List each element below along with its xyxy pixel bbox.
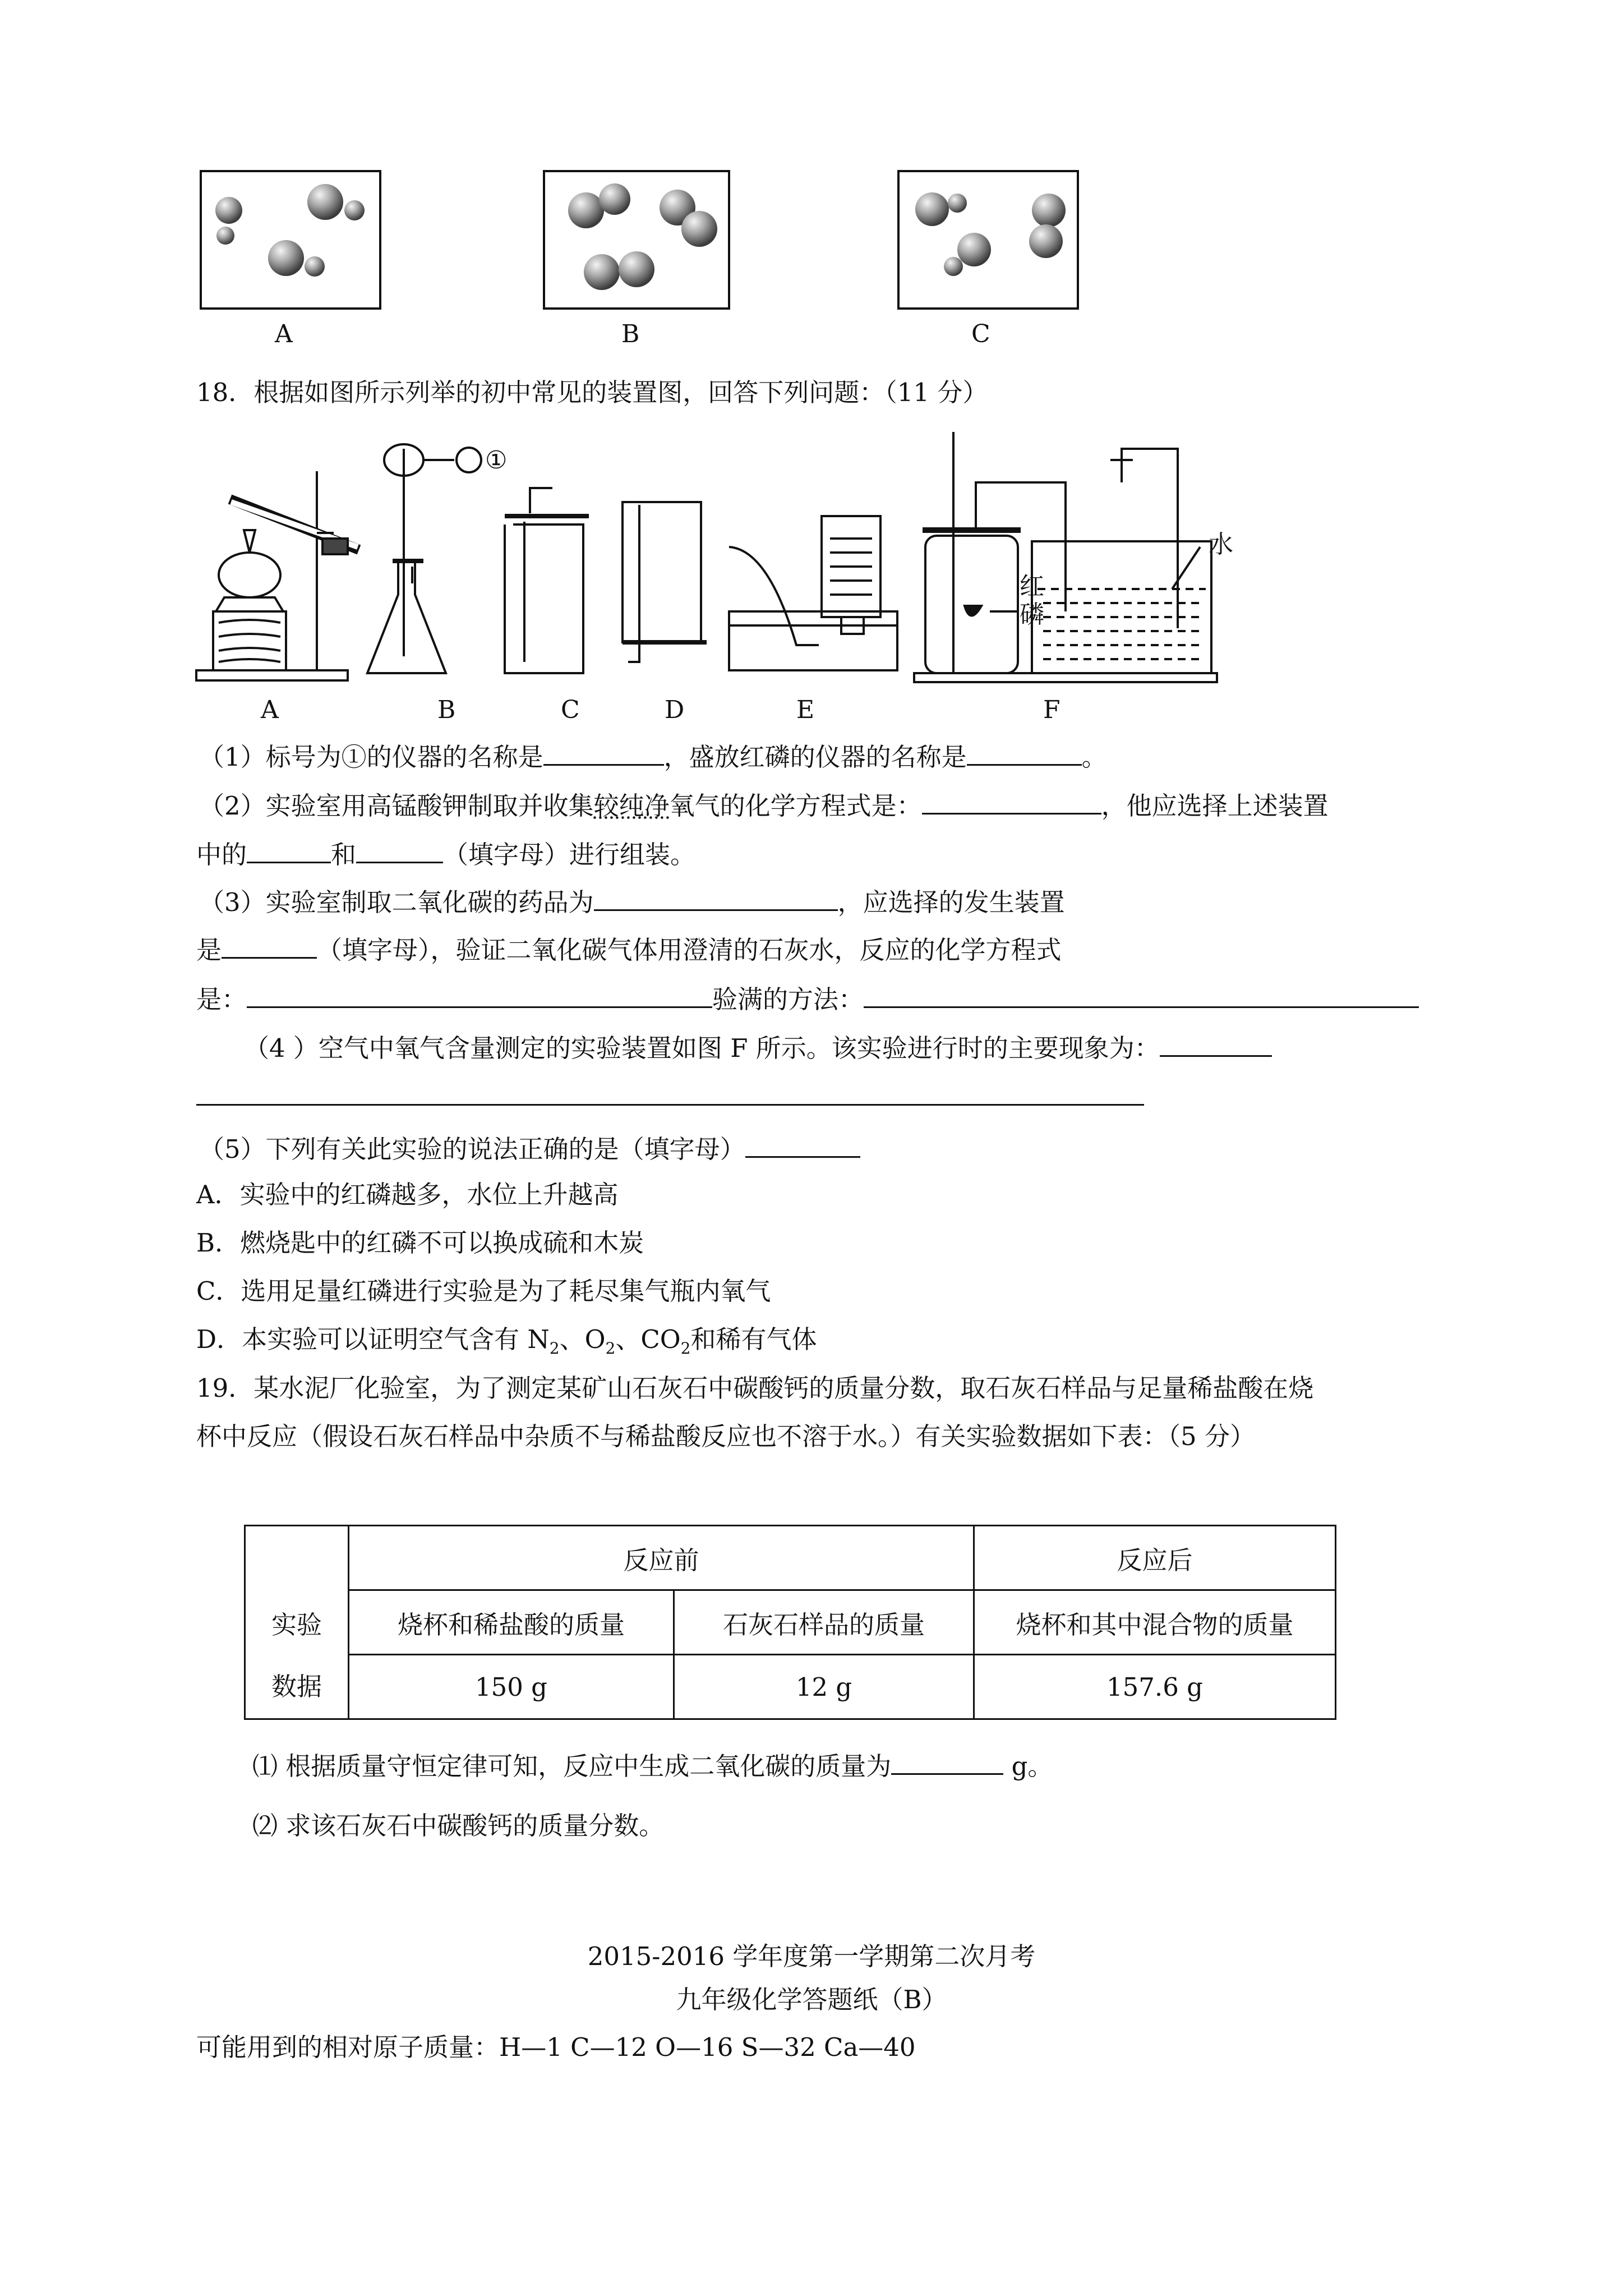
q18-part2-line1: （2）实验室用高锰酸钾制取并收集较纯净氧气的化学方程式是： ，他应选择上述装置 <box>199 787 1329 823</box>
marker-circled-1: ① <box>485 446 508 475</box>
option-c: C．选用足量红磷进行实验是为了耗尽集气瓶内氧气 <box>196 1276 771 1306</box>
molecule-figure <box>191 163 1144 353</box>
experiment-data-table <box>244 1525 1336 1720</box>
q18-title: 18．根据如图所示列举的初中常见的装置图，回答下列问题：（11 分） <box>196 378 988 407</box>
label-red-1: 红 <box>1020 572 1044 601</box>
answer-blank-13[interactable] <box>891 1747 1003 1775</box>
col-header-2: 石灰石样品的质量 <box>674 1590 974 1655</box>
answer-blank-10[interactable] <box>1160 1029 1272 1057</box>
answer-blank-8[interactable] <box>247 981 712 1008</box>
option-d: D．本实验可以证明空气含有 $N_2$、$O_2$、$CO_2$和稀有气体 <box>196 1324 817 1358</box>
apparatus-label-e: E <box>796 696 815 724</box>
apparatus-label-d: D <box>665 696 685 724</box>
label-red-2: 磷 <box>1020 600 1044 629</box>
answer-blank-4[interactable] <box>247 836 331 863</box>
answer-blank-12[interactable] <box>745 1130 860 1158</box>
answer-line-11[interactable] <box>196 1104 1144 1106</box>
atomic-masses: 可能用到的相对原子质量：H—1 C—12 O—16 S—32 Ca—40 <box>196 2032 916 2062</box>
row-header-cell <box>245 1526 349 1719</box>
figure-label-a: A <box>275 320 293 348</box>
answer-blank-2[interactable] <box>967 738 1082 766</box>
answer-blank-3[interactable] <box>922 787 1101 815</box>
row-header-1: 实验 <box>271 1610 322 1640</box>
q18-part4: （4 ）空气中氧气含量测定的实验装置如图 F 所示。该实验进行时的主要现象为： <box>244 1029 1272 1065</box>
q19-sub1: ⑴ 根据质量守恒定律可知，反应中生成二氧化碳的质量为 g。 <box>252 1747 1053 1783</box>
value-2: 12 g <box>674 1655 974 1719</box>
answer-blank-7[interactable] <box>222 931 317 959</box>
option-b: B．燃烧匙中的红磷不可以换成硫和木炭 <box>196 1228 644 1258</box>
answer-blank-1[interactable] <box>543 738 664 766</box>
group-after: 反应后 <box>974 1526 1336 1590</box>
q18-part2-line2: 中的 和 （填字母）进行组装。 <box>196 836 695 872</box>
figure-label-b: B <box>621 320 640 348</box>
footer-title: 2015-2016 学年度第一学期第二次月考 <box>587 1941 1036 1971</box>
answer-blank-9[interactable] <box>864 981 1419 1008</box>
col-header-3: 烧杯和其中混合物的质量 <box>974 1590 1336 1655</box>
q18-part1: （1）标号为①的仪器的名称是 ，盛放红磷的仪器的名称是 。 <box>199 738 1107 774</box>
answer-blank-5[interactable] <box>356 836 443 863</box>
q18-part3-line2: 是 （填字母），验证二氧化碳气体用澄清的石灰水，反应的化学方程式 <box>196 931 1062 967</box>
apparatus-label-c: C <box>561 696 580 724</box>
col-header-1: 烧杯和稀盐酸的质量 <box>349 1590 674 1655</box>
label-water: 水 <box>1209 530 1233 559</box>
q19-sub2: ⑵ 求该石灰石中碳酸钙的质量分数。 <box>252 1811 665 1841</box>
q18-part5: （5）下列有关此实验的说法正确的是（填字母） <box>199 1130 860 1166</box>
footer-subtitle: 九年级化学答题纸（B） <box>676 1985 947 2014</box>
option-a: A．实验中的红磷越多，水位上升越高 <box>196 1180 619 1209</box>
group-before: 反应前 <box>349 1526 974 1590</box>
q19-line2: 杯中反应（假设石灰石样品中杂质不与稀盐酸反应也不溶于水。）有关实验数据如下表：（5 分） <box>196 1421 1255 1451</box>
figure-label-c: C <box>971 320 990 348</box>
answer-blank-6[interactable] <box>594 884 838 911</box>
apparatus-label-f: F <box>1043 696 1061 724</box>
value-3: 157.6 g <box>974 1655 1336 1719</box>
q18-part3-line1: （3）实验室制取二氧化碳的药品为 ，应选择的发生装置 <box>199 884 1065 919</box>
q19-line1: 19．某水泥厂化验室，为了测定某矿山石灰石中碳酸钙的质量分数，取石灰石样品与足量稀盐酸在烧 <box>196 1373 1314 1403</box>
value-1: 150 g <box>349 1655 674 1719</box>
q18-part3-line3: 是： 验满的方法： <box>196 981 1419 1016</box>
row-header-2: 数据 <box>271 1672 322 1701</box>
apparatus-label-b: B <box>437 696 456 724</box>
apparatus-label-a: A <box>261 696 279 724</box>
apparatus-diagram <box>191 426 1256 690</box>
